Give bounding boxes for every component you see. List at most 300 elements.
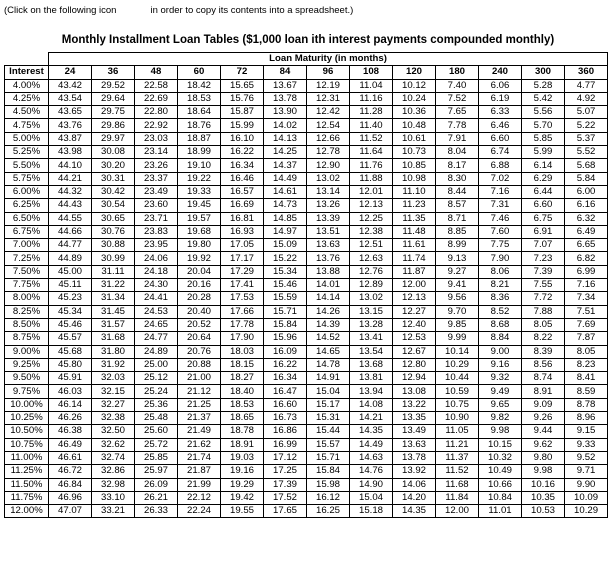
- payment-cell: 10.16: [522, 478, 565, 491]
- payment-cell: 44.55: [49, 212, 92, 225]
- payment-cell: 9.82: [479, 412, 522, 425]
- payment-cell: 13.68: [350, 358, 393, 371]
- payment-cell: 18.64: [178, 106, 221, 119]
- payment-cell: 21.25: [178, 398, 221, 411]
- payment-cell: 9.16: [479, 358, 522, 371]
- payment-cell: 17.90: [221, 332, 264, 345]
- payment-cell: 13.88: [307, 265, 350, 278]
- payment-cell: 6.44: [522, 185, 565, 198]
- payment-cell: 44.89: [49, 252, 92, 265]
- payment-cell: 9.41: [436, 279, 479, 292]
- payment-cell: 23.49: [135, 185, 178, 198]
- payment-cell: 14.21: [350, 412, 393, 425]
- payment-cell: 45.34: [49, 305, 92, 318]
- payment-cell: 17.17: [221, 252, 264, 265]
- payment-cell: 15.71: [264, 305, 307, 318]
- loan-table: [4, 52, 608, 518]
- payment-cell: 20.88: [178, 358, 221, 371]
- payment-cell: 10.14: [436, 345, 479, 358]
- payment-cell: 22.58: [135, 79, 178, 92]
- payment-cell: 9.44: [522, 425, 565, 438]
- month-header-60: 60: [178, 66, 221, 79]
- payment-cell: 32.15: [92, 385, 135, 398]
- interest-rate-cell: 4.25%: [5, 92, 49, 105]
- payment-cell: 13.26: [307, 199, 350, 212]
- payment-cell: 19.42: [221, 491, 264, 504]
- payment-cell: 6.82: [565, 252, 608, 265]
- payment-cell: 44.66: [49, 225, 92, 238]
- payment-cell: 10.53: [522, 505, 565, 518]
- payment-cell: 31.68: [92, 332, 135, 345]
- payment-cell: 21.74: [178, 451, 221, 464]
- payment-cell: 12.51: [350, 239, 393, 252]
- payment-cell: 14.35: [350, 425, 393, 438]
- payment-cell: 11.84: [436, 491, 479, 504]
- maturity-header: Loan Maturity (in months): [49, 53, 608, 66]
- payment-cell: 4.77: [565, 79, 608, 92]
- payment-cell: 16.12: [307, 491, 350, 504]
- payment-cell: 33.21: [92, 505, 135, 518]
- payment-cell: 11.35: [393, 212, 436, 225]
- payment-cell: 17.66: [221, 305, 264, 318]
- payment-cell: 22.69: [135, 92, 178, 105]
- payment-cell: 46.61: [49, 451, 92, 464]
- payment-cell: 13.92: [393, 465, 436, 478]
- payment-cell: 17.41: [221, 279, 264, 292]
- payment-cell: 14.20: [393, 491, 436, 504]
- payment-cell: 20.40: [178, 305, 221, 318]
- payment-cell: 7.91: [436, 132, 479, 145]
- payment-cell: 9.13: [436, 252, 479, 265]
- payment-cell: 5.85: [522, 132, 565, 145]
- payment-cell: 10.59: [436, 385, 479, 398]
- table-row: [5, 185, 608, 198]
- payment-cell: 24.30: [135, 279, 178, 292]
- corner-cell: [5, 53, 49, 66]
- interest-rate-cell: 4.50%: [5, 106, 49, 119]
- payment-cell: 17.05: [221, 239, 264, 252]
- payment-cell: 8.52: [479, 305, 522, 318]
- payment-cell: 13.39: [307, 212, 350, 225]
- payment-cell: 10.75: [436, 398, 479, 411]
- payment-cell: 7.16: [565, 279, 608, 292]
- payment-cell: 11.52: [350, 132, 393, 145]
- interest-rate-cell: 6.00%: [5, 185, 49, 198]
- payment-cell: 30.42: [92, 185, 135, 198]
- payment-cell: 9.15: [565, 425, 608, 438]
- payment-cell: 10.85: [393, 159, 436, 172]
- payment-cell: 45.46: [49, 318, 92, 331]
- interest-rate-cell: 9.50%: [5, 372, 49, 385]
- payment-cell: 14.35: [393, 505, 436, 518]
- payment-cell: 45.57: [49, 332, 92, 345]
- payment-cell: 21.12: [178, 385, 221, 398]
- payment-cell: 25.72: [135, 438, 178, 451]
- payment-cell: 46.26: [49, 412, 92, 425]
- payment-cell: 46.49: [49, 438, 92, 451]
- payment-cell: 17.65: [264, 505, 307, 518]
- payment-cell: 24.89: [135, 345, 178, 358]
- payment-cell: 11.48: [393, 225, 436, 238]
- payment-cell: 7.90: [479, 252, 522, 265]
- payment-cell: 19.33: [178, 185, 221, 198]
- payment-cell: 19.92: [178, 252, 221, 265]
- payment-cell: 29.64: [92, 92, 135, 105]
- payment-cell: 8.05: [565, 345, 608, 358]
- payment-cell: 10.98: [393, 172, 436, 185]
- payment-cell: 15.04: [350, 491, 393, 504]
- payment-cell: 5.68: [565, 159, 608, 172]
- payment-cell: 7.31: [479, 199, 522, 212]
- payment-cell: 14.61: [264, 185, 307, 198]
- payment-cell: 12.00: [393, 279, 436, 292]
- payment-cell: 9.56: [436, 292, 479, 305]
- payment-cell: 25.60: [135, 425, 178, 438]
- payment-cell: 15.96: [264, 332, 307, 345]
- payment-cell: 7.39: [522, 265, 565, 278]
- payment-cell: 25.97: [135, 465, 178, 478]
- payment-cell: 17.25: [264, 465, 307, 478]
- payment-cell: 44.43: [49, 199, 92, 212]
- payment-cell: 45.91: [49, 372, 92, 385]
- table-row: [5, 465, 608, 478]
- payment-cell: 7.34: [565, 292, 608, 305]
- payment-cell: 6.74: [479, 146, 522, 159]
- payment-cell: 25.00: [135, 358, 178, 371]
- payment-cell: 9.90: [565, 478, 608, 491]
- interest-rate-cell: 12.00%: [5, 505, 49, 518]
- payment-cell: 6.00: [565, 185, 608, 198]
- table-row: [5, 252, 608, 265]
- payment-cell: 31.34: [92, 292, 135, 305]
- payment-cell: 29.97: [92, 132, 135, 145]
- payment-cell: 6.75: [522, 212, 565, 225]
- payment-cell: 8.71: [436, 212, 479, 225]
- payment-cell: 13.22: [393, 398, 436, 411]
- interest-rate-cell: 5.25%: [5, 146, 49, 159]
- maturity-header-row: [5, 53, 608, 66]
- payment-cell: 46.14: [49, 398, 92, 411]
- payment-cell: 16.09: [264, 345, 307, 358]
- payment-cell: 7.16: [479, 185, 522, 198]
- table-row: [5, 305, 608, 318]
- payment-cell: 7.07: [522, 239, 565, 252]
- interest-rate-cell: 11.25%: [5, 465, 49, 478]
- payment-cell: 6.88: [479, 159, 522, 172]
- interest-rate-cell: 5.00%: [5, 132, 49, 145]
- payment-cell: 24.06: [135, 252, 178, 265]
- payment-cell: 6.91: [522, 225, 565, 238]
- table-row: [5, 491, 608, 504]
- payment-cell: 24.18: [135, 265, 178, 278]
- payment-cell: 15.04: [307, 385, 350, 398]
- payment-cell: 24.41: [135, 292, 178, 305]
- interest-rate-cell: 7.25%: [5, 252, 49, 265]
- payment-cell: 7.40: [436, 79, 479, 92]
- payment-cell: 5.84: [565, 172, 608, 185]
- month-header-96: 96: [307, 66, 350, 79]
- payment-cell: 30.08: [92, 146, 135, 159]
- payment-cell: 8.99: [436, 239, 479, 252]
- payment-cell: 8.41: [565, 372, 608, 385]
- payment-cell: 18.53: [178, 92, 221, 105]
- payment-cell: 22.24: [178, 505, 221, 518]
- payment-cell: 19.29: [221, 478, 264, 491]
- table-row: [5, 412, 608, 425]
- payment-cell: 32.03: [92, 372, 135, 385]
- payment-cell: 11.68: [436, 478, 479, 491]
- month-header-24: 24: [49, 66, 92, 79]
- payment-cell: 14.73: [264, 199, 307, 212]
- month-header-72: 72: [221, 66, 264, 79]
- payment-cell: 6.33: [479, 106, 522, 119]
- month-header-240: 240: [479, 66, 522, 79]
- payment-cell: 6.99: [565, 265, 608, 278]
- payment-cell: 15.57: [307, 438, 350, 451]
- table-row: [5, 132, 608, 145]
- payment-cell: 8.17: [436, 159, 479, 172]
- payment-cell: 8.44: [436, 185, 479, 198]
- payment-cell: 30.88: [92, 239, 135, 252]
- table-row: [5, 159, 608, 172]
- payment-cell: 13.78: [393, 451, 436, 464]
- payment-cell: 15.44: [307, 425, 350, 438]
- payment-cell: 31.11: [92, 265, 135, 278]
- payment-cell: 32.86: [92, 465, 135, 478]
- payment-cell: 29.52: [92, 79, 135, 92]
- table-row: [5, 265, 608, 278]
- payment-cell: 26.21: [135, 491, 178, 504]
- payment-cell: 19.57: [178, 212, 221, 225]
- payment-cell: 18.40: [221, 385, 264, 398]
- payment-cell: 20.28: [178, 292, 221, 305]
- payment-cell: 11.16: [350, 92, 393, 105]
- payment-cell: 19.68: [178, 225, 221, 238]
- payment-cell: 10.66: [479, 478, 522, 491]
- payment-cell: 7.60: [479, 225, 522, 238]
- payment-cell: 13.63: [393, 438, 436, 451]
- payment-cell: 16.10: [221, 132, 264, 145]
- payment-cell: 14.13: [264, 132, 307, 145]
- payment-cell: 24.77: [135, 332, 178, 345]
- payment-cell: 10.24: [393, 92, 436, 105]
- table-row: [5, 199, 608, 212]
- payment-cell: 14.85: [264, 212, 307, 225]
- payment-cell: 30.20: [92, 159, 135, 172]
- payment-cell: 26.33: [135, 505, 178, 518]
- payment-cell: 9.27: [436, 265, 479, 278]
- interest-rate-cell: 6.75%: [5, 225, 49, 238]
- payment-cell: 14.39: [307, 318, 350, 331]
- payment-cell: 45.11: [49, 279, 92, 292]
- payment-cell: 31.80: [92, 345, 135, 358]
- payment-cell: 15.22: [264, 252, 307, 265]
- payment-cell: 12.66: [307, 132, 350, 145]
- table-row: [5, 292, 608, 305]
- payment-cell: 23.03: [135, 132, 178, 145]
- payment-cell: 7.46: [479, 212, 522, 225]
- table-row: [5, 79, 608, 92]
- payment-cell: 16.46: [221, 172, 264, 185]
- payment-cell: 12.89: [350, 279, 393, 292]
- payment-cell: 9.26: [522, 412, 565, 425]
- interest-rate-cell: 4.75%: [5, 119, 49, 132]
- payment-cell: 6.46: [479, 119, 522, 132]
- payment-cell: 8.59: [565, 385, 608, 398]
- payment-cell: 13.94: [350, 385, 393, 398]
- month-header-300: 300: [522, 66, 565, 79]
- payment-cell: 9.99: [436, 332, 479, 345]
- payment-cell: 10.35: [522, 491, 565, 504]
- payment-cell: 16.86: [264, 425, 307, 438]
- payment-cell: 8.56: [522, 358, 565, 371]
- payment-cell: 9.85: [436, 318, 479, 331]
- payment-cell: 19.45: [178, 199, 221, 212]
- interest-rate-cell: 8.00%: [5, 292, 49, 305]
- payment-cell: 8.85: [436, 225, 479, 238]
- table-row: [5, 438, 608, 451]
- payment-cell: 7.75: [479, 239, 522, 252]
- payment-cell: 11.52: [436, 465, 479, 478]
- payment-cell: 20.04: [178, 265, 221, 278]
- payment-cell: 13.78: [264, 92, 307, 105]
- payment-cell: 15.98: [307, 478, 350, 491]
- payment-cell: 26.09: [135, 478, 178, 491]
- payment-cell: 7.52: [436, 92, 479, 105]
- table-row: [5, 212, 608, 225]
- table-row: [5, 106, 608, 119]
- payment-cell: 12.53: [393, 332, 436, 345]
- payment-cell: 32.50: [92, 425, 135, 438]
- payment-cell: 17.52: [264, 491, 307, 504]
- payment-cell: 7.65: [436, 106, 479, 119]
- payment-cell: 43.42: [49, 79, 92, 92]
- payment-cell: 13.81: [350, 372, 393, 385]
- payment-cell: 14.97: [264, 225, 307, 238]
- payment-cell: 19.10: [178, 159, 221, 172]
- payment-cell: 16.22: [264, 358, 307, 371]
- payment-cell: 30.99: [92, 252, 135, 265]
- payment-cell: 45.23: [49, 292, 92, 305]
- payment-cell: 12.01: [350, 185, 393, 198]
- payment-cell: 10.49: [479, 465, 522, 478]
- payment-cell: 46.96: [49, 491, 92, 504]
- interest-rate-cell: 9.75%: [5, 385, 49, 398]
- payment-cell: 11.10: [393, 185, 436, 198]
- payment-cell: 14.01: [307, 279, 350, 292]
- payment-cell: 9.52: [565, 451, 608, 464]
- interest-rate-cell: 8.75%: [5, 332, 49, 345]
- payment-cell: 13.15: [350, 305, 393, 318]
- payment-cell: 18.87: [178, 132, 221, 145]
- payment-cell: 15.84: [264, 318, 307, 331]
- payment-cell: 10.32: [479, 451, 522, 464]
- table-row: [5, 92, 608, 105]
- payment-cell: 17.78: [221, 318, 264, 331]
- payment-cell: 43.65: [49, 106, 92, 119]
- payment-cell: 18.76: [178, 119, 221, 132]
- interest-rate-cell: 10.50%: [5, 425, 49, 438]
- payment-cell: 9.33: [565, 438, 608, 451]
- payment-cell: 18.27: [221, 372, 264, 385]
- payment-cell: 9.65: [479, 398, 522, 411]
- payment-cell: 15.76: [221, 92, 264, 105]
- payment-cell: 14.78: [307, 358, 350, 371]
- table-row: [5, 385, 608, 398]
- payment-cell: 11.37: [436, 451, 479, 464]
- payment-cell: 14.52: [307, 332, 350, 345]
- payment-cell: 8.57: [436, 199, 479, 212]
- payment-cell: 30.31: [92, 172, 135, 185]
- payment-cell: 10.36: [393, 106, 436, 119]
- interest-rate-cell: 10.00%: [5, 398, 49, 411]
- payment-cell: 8.06: [479, 265, 522, 278]
- payment-cell: 22.12: [178, 491, 221, 504]
- payment-cell: 5.70: [522, 119, 565, 132]
- payment-cell: 12.90: [307, 159, 350, 172]
- payment-cell: 23.37: [135, 172, 178, 185]
- payment-cell: 29.75: [92, 106, 135, 119]
- payment-cell: 31.22: [92, 279, 135, 292]
- payment-cell: 13.02: [350, 292, 393, 305]
- table-row: [5, 345, 608, 358]
- payment-cell: 46.03: [49, 385, 92, 398]
- payment-cell: 15.99: [221, 119, 264, 132]
- month-header-108: 108: [350, 66, 393, 79]
- payment-cell: 12.19: [307, 79, 350, 92]
- payment-cell: 7.51: [565, 305, 608, 318]
- payment-cell: 14.06: [393, 478, 436, 491]
- payment-cell: 18.42: [178, 79, 221, 92]
- payment-cell: 12.31: [307, 92, 350, 105]
- payment-cell: 6.65: [565, 239, 608, 252]
- payment-cell: 5.07: [565, 106, 608, 119]
- payment-cell: 13.51: [307, 225, 350, 238]
- payment-cell: 5.22: [565, 119, 608, 132]
- payment-cell: 14.63: [350, 451, 393, 464]
- payment-cell: 25.12: [135, 372, 178, 385]
- payment-cell: 12.78: [307, 146, 350, 159]
- payment-cell: 21.87: [178, 465, 221, 478]
- payment-cell: 21.99: [178, 478, 221, 491]
- payment-cell: 15.71: [307, 451, 350, 464]
- payment-cell: 5.28: [522, 79, 565, 92]
- payment-cell: 12.13: [393, 292, 436, 305]
- payment-cell: 30.54: [92, 199, 135, 212]
- payment-cell: 33.10: [92, 491, 135, 504]
- payment-cell: 9.09: [522, 398, 565, 411]
- table-row: [5, 225, 608, 238]
- table-row: [5, 478, 608, 491]
- payment-cell: 12.40: [393, 318, 436, 331]
- payment-cell: 47.07: [49, 505, 92, 518]
- payment-cell: 9.70: [436, 305, 479, 318]
- payment-cell: 12.13: [350, 199, 393, 212]
- month-header-360: 360: [565, 66, 608, 79]
- table-row: [5, 372, 608, 385]
- month-header-48: 48: [135, 66, 178, 79]
- payment-cell: 10.84: [479, 491, 522, 504]
- payment-cell: 14.08: [350, 398, 393, 411]
- payment-cell: 21.00: [178, 372, 221, 385]
- payment-cell: 6.16: [565, 199, 608, 212]
- payment-cell: 7.69: [565, 318, 608, 331]
- payment-cell: 14.76: [350, 465, 393, 478]
- payment-cell: 25.48: [135, 412, 178, 425]
- payment-cell: 7.02: [479, 172, 522, 185]
- payment-cell: 13.49: [393, 425, 436, 438]
- payment-cell: 45.80: [49, 358, 92, 371]
